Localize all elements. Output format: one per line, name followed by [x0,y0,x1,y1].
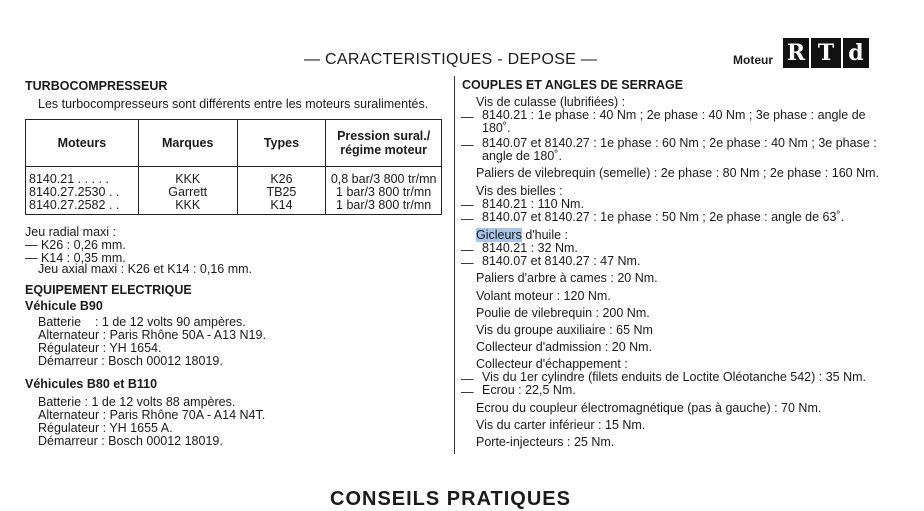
torque-line: Poulie de vilebrequin : 200 Nm. [476,306,650,320]
b90-line: Batterie : 1 de 12 volts 90 ampères. [38,315,246,329]
torque-line: Collecteur d'admission : 20 Nm. [476,340,653,354]
jeu-k14: — K14 : 0,35 mm. [25,251,126,265]
b80-line: Alternateur : Paris Rhône 70A - A14 N4T. [38,408,266,422]
moteur-label: Moteur [733,53,773,67]
cell-moteur: 8140.27.2530 . . [26,186,139,199]
torque-line: Ecrou du coupleur électromagnétique (pas à gauche) : 70 Nm. [476,401,822,415]
b90-title: Véhicule B90 [25,299,103,313]
bielles-title: Vis des bielles : [476,184,563,198]
echappement-title: Collecteur d'échappement : [476,357,628,371]
torque-line: Paliers d'arbre à cames : 20 Nm. [476,271,658,285]
culasse-title: Vis de culasse (lubrifiées) : [476,95,626,109]
torque-line: Vis du groupe auxiliaire : 65 Nm [476,323,653,337]
cell-moteur: 8140.21 . . . . . [26,167,139,187]
col-header-pression: Pression sural./ régime moteur [326,120,442,167]
gicleurs-title-rest: d'huile : [521,228,569,242]
torque-line: Volant moteur : 120 Nm. [476,289,611,303]
culasse-line-2: 8140.07 et 8140.27 : 1e phase : 60 Nm ; 2e phase : 40 Nm ; 3e phase : [482,136,877,150]
cell-type: K26 [237,167,326,187]
culasse-line-1: 8140.21 : 1e phase : 40 Nm ; 2e phase : 40 Nm ; 3e phase : angle de [482,108,866,122]
dash-bullet: — [461,212,474,226]
gicleurs-highlight: Gicleurs [476,228,522,242]
col-header-marques: Marques [138,120,237,167]
col-header-types: Types [237,120,326,167]
paliers-vilebrequin: Paliers de vilebrequin (semelle) : 2e phase : 80 Nm ; 2e phase : 160 Nm. [476,166,879,180]
jeu-k26: — K26 : 0,26 mm. [25,238,126,252]
b90-line: Régulateur : YH 1654. [38,341,162,355]
logo-letter-d: d [843,38,869,68]
turbo-heading: TURBOCOMPRESSEUR [25,79,168,93]
b80-line: Batterie : 1 de 12 volts 88 ampères. [38,395,236,409]
bielles-line-2: 8140.07 et 8140.27 : 1e phase : 50 Nm ; 2e phase : angle de 63˚. [482,210,845,224]
dash-bullet: — [461,385,474,399]
gicleurs-title [476,228,568,242]
gicleurs-line-1: 8140.21 : 32 Nm. [482,241,578,255]
bielles-line-1: 8140.21 : 110 Nm. [482,197,584,211]
b80-line: Démarreur : Bosch 00012 18019. [38,434,223,448]
dash-bullet: — [461,110,474,124]
dash-bullet: — [461,138,474,152]
cell-pression: 0,8 bar/3 800 tr/mn [326,167,442,187]
dash-bullet: — [461,256,474,270]
turbo-intro: Les turbocompresseurs sont différents entre les moteurs suralimentés. [38,97,429,111]
b80-line: Régulateur : YH 1655 A. [38,421,173,435]
col-header-moteurs: Moteurs [26,120,139,167]
logo-letter-t: T [811,38,841,68]
cell-marque: KKK [138,199,237,215]
column-divider [454,76,455,454]
cell-pression: 1 bar/3 800 tr/mn [326,186,442,199]
cell-pression: 1 bar/3 800 tr/mn [326,199,442,215]
jeu-axial: Jeu axial maxi : K26 et K14 : 0,16 mm. [38,262,252,276]
equip-heading: EQUIPEMENT ELECTRIQUE [25,283,192,297]
torque-line: Vis du carter inférieur : 15 Nm. [476,418,646,432]
cell-type: K14 [237,199,326,215]
couples-heading: COUPLES ET ANGLES DE SERRAGE [462,78,684,92]
b90-line: Démarreur : Bosch 00012 18019. [38,354,223,368]
cut-off-heading: CONSEILS PRATIQUES [330,488,571,510]
dash-bullet: — [461,372,474,386]
gicleurs-line-2: 8140.07 et 8140.27 : 47 Nm. [482,254,641,268]
echappement-line-2: Ecrou : 22,5 Nm. [482,383,576,397]
b90-line: Alternateur : Paris Rhône 50A - A13 N19. [38,328,266,342]
cell-type: TB25 [237,186,326,199]
cell-moteur: 8140.27.2582 . . [26,199,139,215]
page-title: — CARACTERISTIQUES - DEPOSE — [304,51,598,68]
rtd-logo [783,38,869,68]
dash-bullet: — [461,243,474,257]
table-row [26,167,442,187]
turbo-table [25,119,442,215]
culasse-line-1b: 180˚. [482,121,511,135]
jeu-radial: Jeu radial maxi : [25,225,117,239]
logo-letter-r: R [783,38,809,68]
cell-marque: Garrett [138,186,237,199]
b80-title: Véhicules B80 et B110 [25,377,158,391]
culasse-line-2b: angle de 180˚. [482,149,562,163]
dash-bullet: — [461,198,474,212]
torque-line: Porte-injecteurs : 25 Nm. [476,435,615,449]
echappement-line-1: Vis du 1er cylindre (filets enduits de Loctite Oléotanche 542) : 35 Nm. [482,370,867,384]
table-row [26,199,442,215]
cell-marque: KKK [138,167,237,187]
